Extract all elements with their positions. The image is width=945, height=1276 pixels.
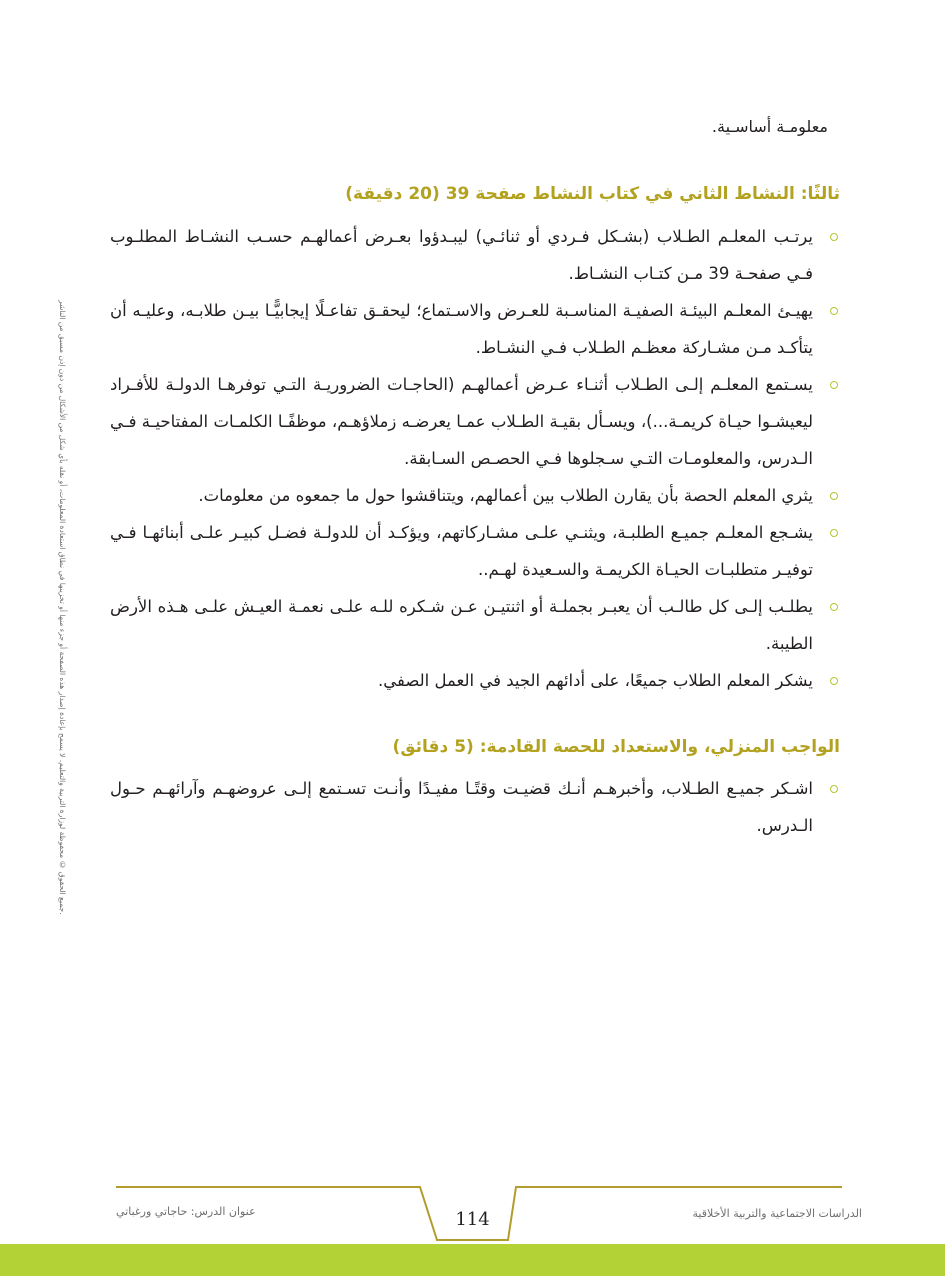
- list-item: يرتـب المعلـم الطـلاب (بشـكل فـردي أو ثنائـي) ليبـدؤوا بعـرض أعمالهـم حسـب النشـاط المطلـوب فـي صفحـة 39 مـن كتـاب النشـاط.: [110, 218, 840, 292]
- list-item: يطلـب إلـى كل طالـب أن يعبـر بجملـة أو اثنتيـن عـن شـكره للـه علـى نعمـة العيـش علـى هـذه الأرض الطيبة.: [110, 588, 840, 662]
- lesson-title: عنوان الدرس: حاجاتي ورغباتي: [116, 1205, 256, 1218]
- list-item: يثري المعلم الحصة بأن يقارن الطلاب بين أعمالهم، ويتناقشوا حول ما جمعوه من معلومات.: [110, 477, 840, 514]
- subject-title: الدراسات الاجتماعية والتربية الأخلاقية: [692, 1207, 862, 1220]
- list-item: يهيـئ المعلـم البيئـة الصفيـة المناسـبة للعـرض والاسـتماع؛ ليحقـق تفاعـلًا إيجابيًّـا بيـن طلابـه، وعليـه أن يتأكـد مـن مشـاركة معظـم الطـلاب فـي النشـاط.: [110, 292, 840, 366]
- list-item: يسـتمع المعلـم إلـى الطـلاب أثنـاء عـرض أعمالهـم (الحاجـات الضروريـة التـي توفرهـا الدولـة للأفـراد ليعيشـوا حيـاة كريمـة...)، ويسـأل بقيـة الطـلاب عمـا يعرضـه زملاؤهـم، موظفًـا الكلمـات المفتاحيـة فـي الـدرس، والمعلومـات التـي سـجلوها فـي الحصـص السـابقة.: [110, 366, 840, 477]
- decorative-band: [0, 1244, 945, 1276]
- page-number: 114: [455, 1209, 490, 1230]
- intro-text: معلومـة أساسـية.: [711, 117, 828, 136]
- list-item: يشـجع المعلـم جميـع الطلبـة، ويثنـي علـى مشـاركاتهم، ويؤكـد أن للدولـة فضـل كبيـر علـى أبنائهـا فـي توفيـر متطلبـات الحيـاة الكريمـة والسـعيدة لهـم..: [110, 514, 840, 588]
- copyright-side-note: جميع الحقوق © محفوظة لوزارة التربية والتعليم. لا يسمح بإعادة إصدار هذه الصفحة أو جزء منها أو تخزينها في نطاق استعادة المعلومات، أو نقله بأي شكل من الأشكال من دون إذن مسبق من الناشر.: [58, 300, 67, 915]
- activity-heading: ثالثًا: النشاط الثاني في كتاب النشاط صفحة 39 (20 دقيقة): [345, 184, 840, 204]
- list-item: اشـكر جميـع الطـلاب، وأخبرهـم أنـك قضيـت وقتًـا مفيـدًا وأنـت تسـتمع إلـى عروضهـم وآرائهـم حـول الـدرس.: [110, 770, 840, 844]
- homework-heading: الواجب المنزلي، والاستعداد للحصة القادمة: (5 دقائق): [392, 737, 840, 757]
- list-item: يشكر المعلم الطلاب جميعًا، على أدائهم الجيد في العمل الصفي.: [110, 662, 840, 699]
